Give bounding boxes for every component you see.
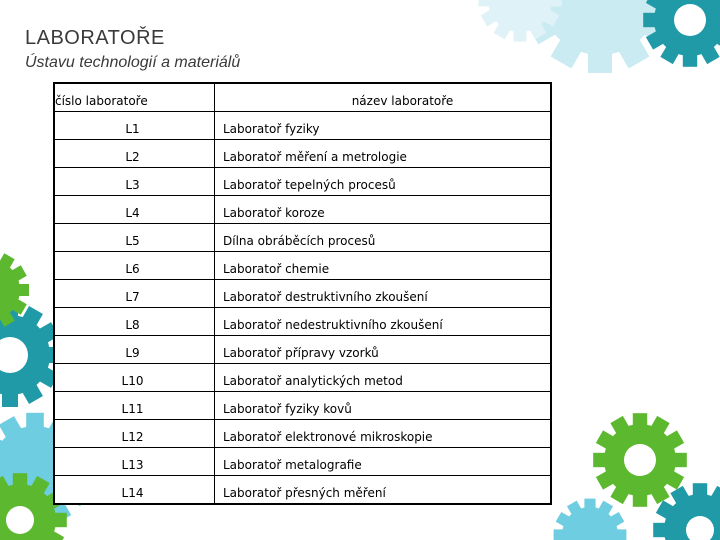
lab-code: L8 [54, 308, 215, 336]
table-row [54, 252, 551, 280]
lab-code: L6 [54, 252, 215, 280]
page-subtitle: Ústavu technologií a materiálů [25, 54, 241, 71]
lab-name: Laboratoř přesných měření [215, 476, 552, 505]
column-header-number: číslo laboratoře [54, 83, 215, 112]
gear-icon [478, 0, 561, 42]
table-row [54, 476, 551, 505]
column-header-name: název laboratoře [215, 83, 552, 112]
lab-code: L12 [54, 420, 215, 448]
table-row [54, 196, 551, 224]
table-row [54, 224, 551, 252]
gear-icon [653, 483, 720, 540]
gear-icon [643, 0, 720, 67]
lab-name: Laboratoř chemie [215, 252, 552, 280]
lab-name: Dílna obráběcích procesů [215, 224, 552, 252]
lab-code: L5 [54, 224, 215, 252]
gear-icon [0, 251, 29, 329]
table-row [54, 280, 551, 308]
gear-icon [593, 413, 687, 507]
lab-name: Laboratoř metalografie [215, 448, 552, 476]
table-row [54, 336, 551, 364]
table-row [54, 448, 551, 476]
lab-code: L11 [54, 392, 215, 420]
lab-name: Laboratoř přípravy vzorků [215, 336, 552, 364]
lab-name: Laboratoř tepelných procesů [215, 168, 552, 196]
page-title: LABORATOŘE [25, 27, 165, 49]
table-row [54, 168, 551, 196]
table-row [54, 364, 551, 392]
laboratory-table [53, 82, 552, 505]
lab-code: L10 [54, 364, 215, 392]
lab-name: Laboratoř měření a metrologie [215, 140, 552, 168]
gear-icon [522, 0, 678, 73]
table-row [54, 392, 551, 420]
lab-name: Laboratoř destruktivního zkoušení [215, 280, 552, 308]
lab-name: Laboratoř koroze [215, 196, 552, 224]
table-row [54, 308, 551, 336]
lab-code: L14 [54, 476, 215, 505]
lab-name: Laboratoř fyziky [215, 112, 552, 140]
lab-code: L2 [54, 140, 215, 168]
lab-name: Laboratoř analytických metod [215, 364, 552, 392]
lab-code: L1 [54, 112, 215, 140]
table-row [54, 140, 551, 168]
lab-name: Laboratoř fyziky kovů [215, 392, 552, 420]
gear-icon [554, 499, 627, 540]
lab-code: L3 [54, 168, 215, 196]
table-row [54, 420, 551, 448]
lab-code: L4 [54, 196, 215, 224]
lab-name: Laboratoř elektronové mikroskopie [215, 420, 552, 448]
lab-name: Laboratoř nedestruktivního zkoušení [215, 308, 552, 336]
lab-code: L13 [54, 448, 215, 476]
table-row [54, 112, 551, 140]
lab-code: L7 [54, 280, 215, 308]
table-header-row [54, 83, 551, 112]
lab-code: L9 [54, 336, 215, 364]
